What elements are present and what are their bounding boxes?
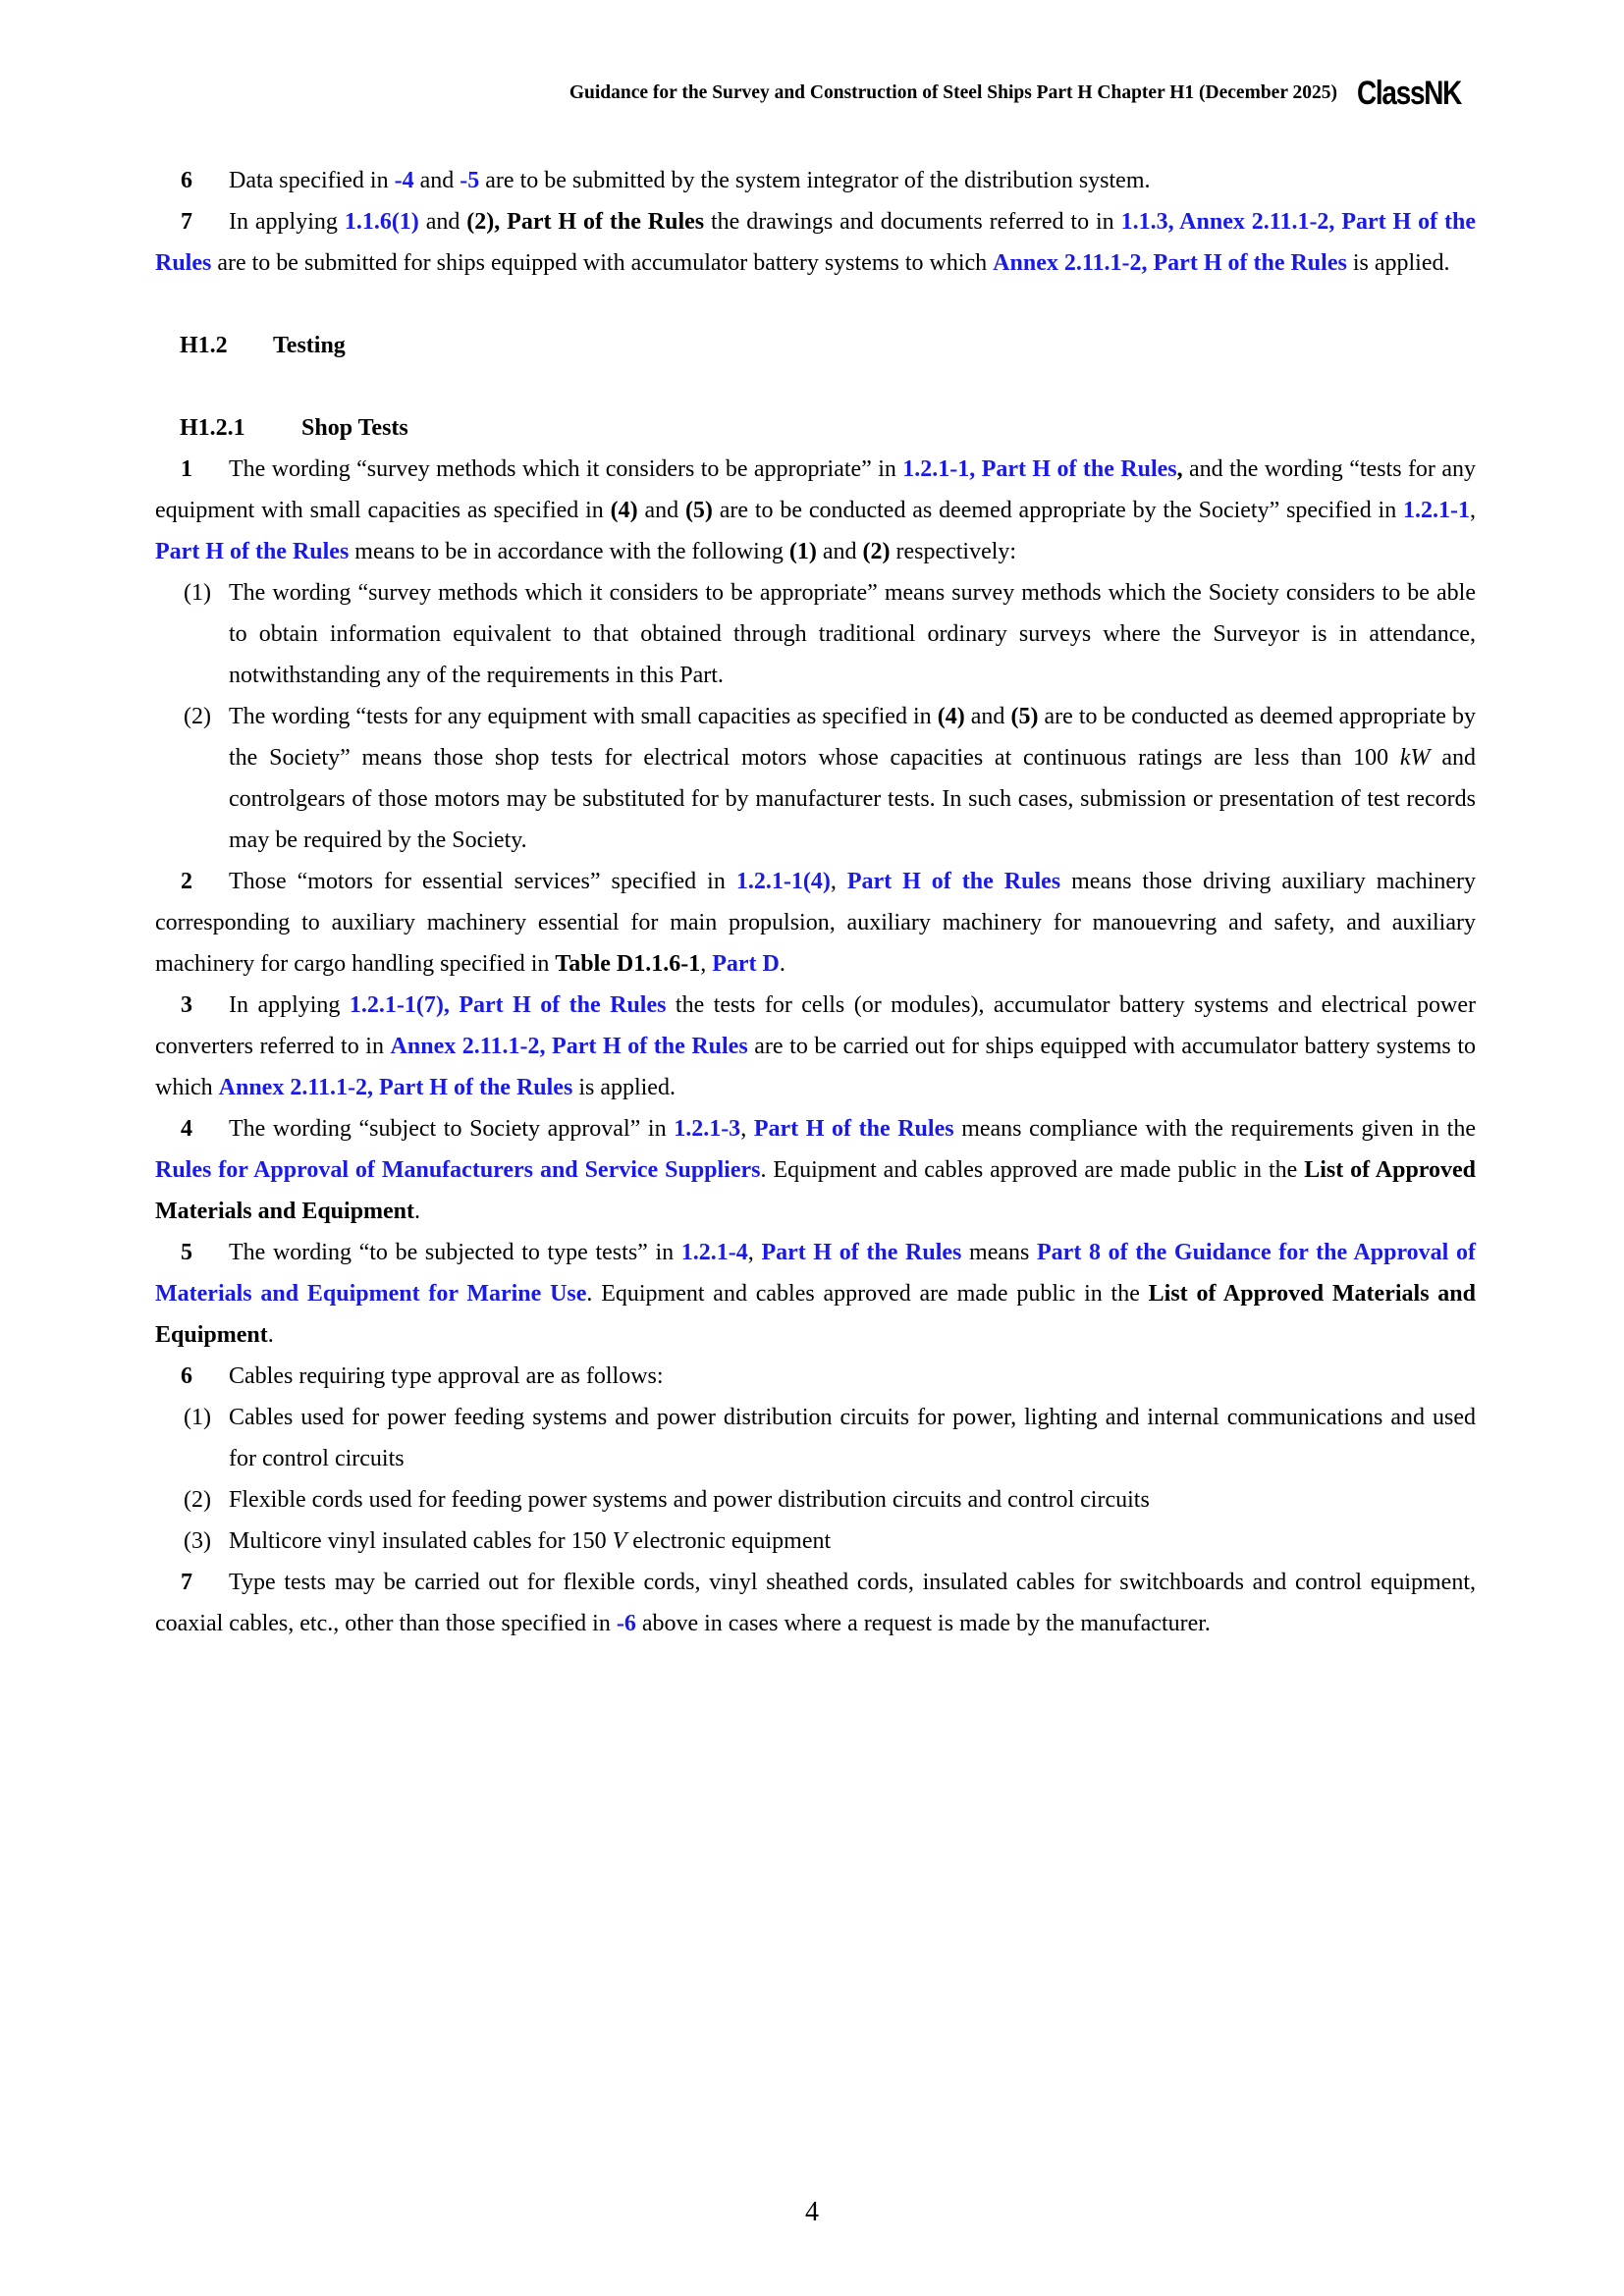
classnk-logo: ClassNK	[1357, 74, 1462, 112]
cross-reference-link[interactable]: 1.1.6(1)	[344, 209, 419, 235]
cross-reference-link[interactable]: Part H of the Rules	[761, 1240, 962, 1265]
cross-reference-link[interactable]: 1.2.1-4	[680, 1240, 748, 1265]
cross-reference-link[interactable]: Annex 2.11.1-2, Part H of the Rules	[218, 1075, 573, 1100]
cross-reference-link[interactable]: Annex 2.11.1-2, Part H of the Rules	[993, 250, 1347, 276]
list-item	[155, 1521, 1476, 1562]
page-header	[569, 73, 1477, 114]
list-item-text: The wording “tests for any equipment with small capacities as specified in (4) and (5) are to be conducted as deemed appropriate by the Society” means those shop tests for electrical motors whose capacities at continuous ratings are less than 100 kW and controlgears of those motors may be substituted for by manufacturer tests. In such cases, submission or presentation of test records may be required by the Society.	[229, 704, 1477, 853]
list-item	[155, 572, 1476, 696]
shop-tests-paragraph-3: 3 In applying 1.2.1-1(7), Part H of the Rules the tests for cells (or modules), accumulator battery systems and electrical power converters referred to in Annex 2.11.1-2, Part H of the Rules are to be carried out for ships equipped with accumulator battery systems to which Annex 2.11.1-2, Part H of the Rules is applied.	[155, 985, 1476, 1108]
list-item-label: (1)	[184, 580, 211, 606]
document-body	[155, 160, 1476, 1644]
list-item-label: (3)	[184, 1528, 211, 1554]
cross-reference-link[interactable]: 1.2.1-3	[674, 1116, 741, 1142]
list-item-label: (1)	[184, 1405, 211, 1430]
paragraph-number: 7	[181, 209, 192, 235]
paragraph-number: 2	[181, 869, 192, 894]
paragraph-number: 6	[181, 168, 192, 193]
paragraph-number: 3	[181, 992, 192, 1018]
header-title: Guidance for the Survey and Construction of Steel Ships Part H Chapter H1 (December 2025)	[568, 82, 1337, 103]
paragraph-6: 6 Data specified in -4 and -5 are to be submitted by the system integrator of the distribution system.	[155, 160, 1476, 201]
section-heading-h1-2-1: H1.2.1 Shop Tests	[180, 415, 408, 441]
list-item-text: The wording “survey methods which it considers to be appropriate” means survey methods which the Society considers to be able to obtain information equivalent to that obtained through traditional ordinary surveys where the Surveyor is in attendance, notwithstanding any of the requirements in this Part.	[229, 580, 1476, 688]
cross-reference-link[interactable]: -4	[394, 168, 414, 193]
list-item	[155, 1479, 1476, 1521]
cross-reference-link[interactable]: Annex 2.11.1-2, Part H of the Rules	[390, 1034, 748, 1059]
paragraph-7: 7 In applying 1.1.6(1) and (2), Part H of the Rules the drawings and documents referred to in 1.1.3, Annex 2.11.1-2, Part H of the Rules are to be submitted for ships equipped with accumulator battery systems to which Annex 2.11.1-2, Part H of the Rules is applied.	[155, 201, 1476, 284]
cross-reference-link[interactable]: Part H of the Rules	[846, 869, 1061, 894]
cross-reference-link[interactable]: Part H of the Rules	[155, 539, 350, 564]
cross-reference-link[interactable]: 1.2.1-1, Part H of the Rules	[902, 456, 1177, 482]
cross-reference-link[interactable]: -5	[460, 168, 480, 193]
list-item	[155, 696, 1476, 861]
list-item	[155, 1397, 1476, 1479]
cross-reference-link[interactable]: 1.2.1-1(4)	[735, 869, 831, 894]
section-heading-h1-2: H1.2 Testing	[180, 333, 346, 358]
cross-reference-link[interactable]: 1.2.1-1(7), Part H of the Rules	[349, 992, 667, 1018]
list-item-text: Cables used for power feeding systems and power distribution circuits for power, lighting and internal communications and used for control circuits	[229, 1405, 1476, 1471]
cross-reference-link[interactable]: Rules for Approval of Manufacturers and Service Suppliers	[155, 1157, 761, 1183]
shop-tests-paragraph-5: 5 The wording “to be subjected to type tests” in 1.2.1-4, Part H of the Rules means Part 8 of the Guidance for the Approval of Materials and Equipment for Marine Use. Equipment and cables approved are made public in the List of Approved Materials and Equipment.	[155, 1232, 1476, 1356]
cross-reference-link[interactable]: Part H of the Rules	[753, 1116, 954, 1142]
paragraph-number: 1	[181, 456, 192, 482]
cross-reference-link[interactable]: 1.1.3, Annex 2.11.1-2, Part H of the Rules	[155, 209, 1477, 276]
list-item-label: (2)	[184, 1487, 211, 1513]
list-item-text: Flexible cords used for feeding power systems and power distribution circuits and control circuits	[229, 1487, 1150, 1513]
paragraph-number: 6	[181, 1363, 192, 1389]
paragraph-number: 7	[181, 1570, 192, 1595]
shop-tests-paragraph-1: 1 The wording “survey methods which it considers to be appropriate” in 1.2.1-1, Part H of the Rules, and the wording “tests for any equipment with small capacities as specified in (4) and (5) are to be conducted as deemed appropriate by the Society” specified in 1.2.1-1, Part H of the Rules means to be in accordance with the following (1) and (2) respectively:	[155, 449, 1476, 572]
paragraph-number: 4	[181, 1116, 192, 1142]
cross-reference-link[interactable]: Part 8 of the Guidance for the Approval of Materials and Equipment for Marine Use	[155, 1240, 1477, 1307]
cross-reference-link[interactable]: -6	[616, 1611, 636, 1636]
shop-tests-paragraph-6: 6 Cables requiring type approval are as follows:	[155, 1356, 1476, 1397]
page-number: 4	[805, 2197, 819, 2227]
cross-reference-link[interactable]: Part D	[712, 951, 780, 977]
cross-reference-link[interactable]: 1.2.1-1	[1403, 498, 1471, 523]
shop-tests-paragraph-4: 4 The wording “subject to Society approval” in 1.2.1-3, Part H of the Rules means compliance with the requirements given in the Rules for Approval of Manufacturers and Service Suppliers. Equipment and cables approved are made public in the List of Approved Materials and Equipment.	[155, 1108, 1476, 1232]
paragraph-number: 5	[181, 1240, 192, 1265]
list-item-text: Multicore vinyl insulated cables for 150 V electronic equipment	[229, 1528, 832, 1554]
shop-tests-paragraph-2: 2 Those “motors for essential services” specified in 1.2.1-1(4), Part H of the Rules means those driving auxiliary machinery corresponding to auxiliary machinery essential for main propulsion, auxiliary machinery for manouevring and safety, and auxiliary machinery for cargo handling specified in Table D1.1.6-1, Part D.	[155, 861, 1476, 985]
list-item-label: (2)	[184, 704, 211, 729]
shop-tests-paragraph-7: 7 Type tests may be carried out for flexible cords, vinyl sheathed cords, insulated cables for switchboards and control equipment, coaxial cables, etc., other than those specified in -6 above in cases where a request is made by the manufacturer.	[155, 1562, 1476, 1644]
